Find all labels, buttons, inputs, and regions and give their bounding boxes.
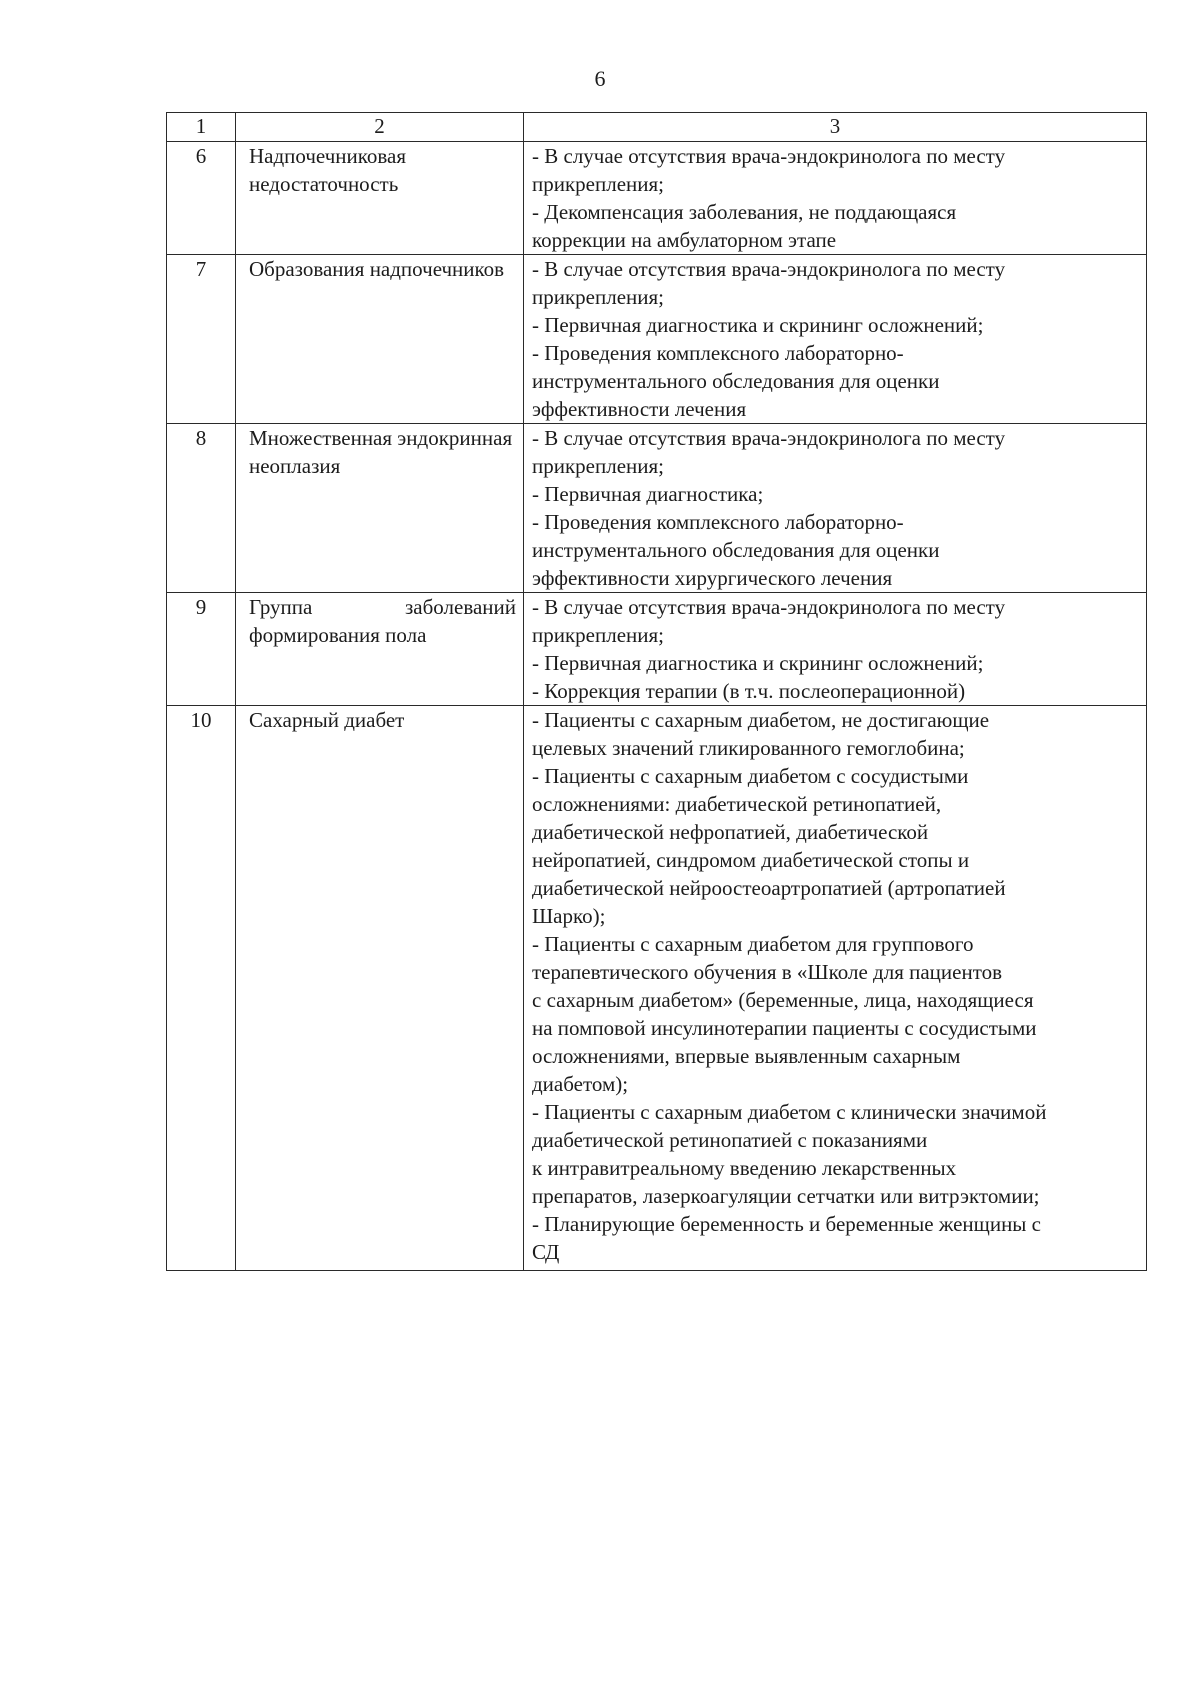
criteria-line: инструментального обследования для оценки bbox=[532, 538, 940, 562]
criteria-line: диабетом); bbox=[532, 1072, 629, 1096]
disease-name-word: Группа bbox=[249, 595, 313, 619]
table-row bbox=[167, 706, 1147, 1271]
referral-criteria bbox=[524, 593, 1147, 706]
criteria-line: к интравитреальному введению лекарственных bbox=[532, 1156, 957, 1180]
criteria-line: - Пациенты с сахарным диабетом с сосудистыми bbox=[532, 764, 969, 788]
row-number: 10 bbox=[167, 706, 236, 1271]
criteria-line: терапевтического обучения в «Школе для пациентов bbox=[532, 960, 1003, 984]
criteria-line: препаратов, лазеркоагуляции сетчатки или витрэктомии; bbox=[532, 1184, 1040, 1208]
criteria-line: с сахарным диабетом» (беременные, лица, находящиеся bbox=[532, 988, 1034, 1012]
criteria-line: - В случае отсутствия врача-эндокринолога по месту bbox=[532, 144, 1006, 168]
disease-name bbox=[236, 593, 524, 706]
criteria-line: прикрепления; bbox=[532, 454, 665, 478]
criteria-line: коррекции на амбулаторном этапе bbox=[532, 228, 837, 252]
row-number: 8 bbox=[167, 424, 236, 593]
referral-criteria bbox=[524, 424, 1147, 593]
table-row bbox=[167, 142, 1147, 255]
criteria-line: - Декомпенсация заболевания, не поддающаяся bbox=[532, 200, 957, 224]
criteria-line: - Коррекция терапии (в т.ч. послеоперационной) bbox=[532, 679, 966, 703]
criteria-line: - Пациенты с сахарным диабетом, не достигающие bbox=[532, 708, 990, 732]
criteria-line: - В случае отсутствия врача-эндокринолога по месту bbox=[532, 257, 1006, 281]
criteria-line: прикрепления; bbox=[532, 623, 665, 647]
column-header: 1 bbox=[167, 113, 236, 142]
table-header-row bbox=[167, 113, 1147, 142]
referral-criteria bbox=[524, 142, 1147, 255]
criteria-line: осложнениями, впервые выявленным сахарным bbox=[532, 1044, 961, 1068]
criteria-line: - В случае отсутствия врача-эндокринолога по месту bbox=[532, 595, 1006, 619]
page-number: 6 bbox=[594, 66, 606, 91]
criteria-line: целевых значений гликированного гемоглобина; bbox=[532, 736, 965, 760]
criteria-line: на помповой инсулинотерапии пациенты с сосудистыми bbox=[532, 1016, 1037, 1040]
disease-name-word: заболеваний bbox=[405, 595, 516, 619]
criteria-line: нейропатией, синдромом диабетической стопы и bbox=[532, 848, 970, 872]
criteria-line: инструментального обследования для оценки bbox=[532, 369, 940, 393]
row-number: 9 bbox=[167, 593, 236, 706]
disease-name: Образования надпочечников bbox=[236, 255, 524, 424]
criteria-line: диабетической ретинопатией с показаниями bbox=[532, 1128, 928, 1152]
disease-name: Надпочечниковая недостаточность bbox=[236, 142, 524, 255]
row-number: 7 bbox=[167, 255, 236, 424]
disease-name: Сахарный диабет bbox=[236, 706, 524, 1271]
referral-criteria bbox=[524, 706, 1147, 1271]
referral-criteria bbox=[524, 255, 1147, 424]
indications-table bbox=[166, 112, 1147, 1271]
criteria-line: эффективности хирургического лечения bbox=[532, 566, 893, 590]
criteria-line: осложнениями: диабетической ретинопатией, bbox=[532, 792, 942, 816]
criteria-line: - Проведения комплексного лабораторно- bbox=[532, 510, 904, 534]
criteria-line: диабетической нефропатией, диабетической bbox=[532, 820, 929, 844]
table-row bbox=[167, 593, 1147, 706]
criteria-line: - Пациенты с сахарным диабетом с клинически значимой bbox=[532, 1100, 1047, 1124]
criteria-line: - Пациенты с сахарным диабетом для группового bbox=[532, 932, 974, 956]
criteria-line: - Первичная диагностика и скрининг осложнений; bbox=[532, 313, 984, 337]
column-header: 3 bbox=[524, 113, 1147, 142]
criteria-line: диабетической нейроостеоартропатией (артропатией bbox=[532, 876, 1006, 900]
row-number: 6 bbox=[167, 142, 236, 255]
criteria-line: - Первичная диагностика; bbox=[532, 482, 764, 506]
criteria-line: прикрепления; bbox=[532, 285, 665, 309]
table-row bbox=[167, 424, 1147, 593]
disease-name-line: формирования пола bbox=[249, 623, 427, 647]
criteria-line: - В случае отсутствия врача-эндокринолога по месту bbox=[532, 426, 1006, 450]
criteria-line: прикрепления; bbox=[532, 172, 665, 196]
criteria-line: - Планирующие беременность и беременные женщины с bbox=[532, 1212, 1041, 1236]
criteria-line: СД bbox=[532, 1240, 560, 1264]
table-row bbox=[167, 255, 1147, 424]
disease-name: Множественная эндокринная неоплазия bbox=[236, 424, 524, 593]
criteria-line: Шарко); bbox=[532, 904, 606, 928]
criteria-line: - Первичная диагностика и скрининг осложнений; bbox=[532, 651, 984, 675]
column-header: 2 bbox=[236, 113, 524, 142]
criteria-line: эффективности лечения bbox=[532, 397, 747, 421]
criteria-line: - Проведения комплексного лабораторно- bbox=[532, 341, 904, 365]
